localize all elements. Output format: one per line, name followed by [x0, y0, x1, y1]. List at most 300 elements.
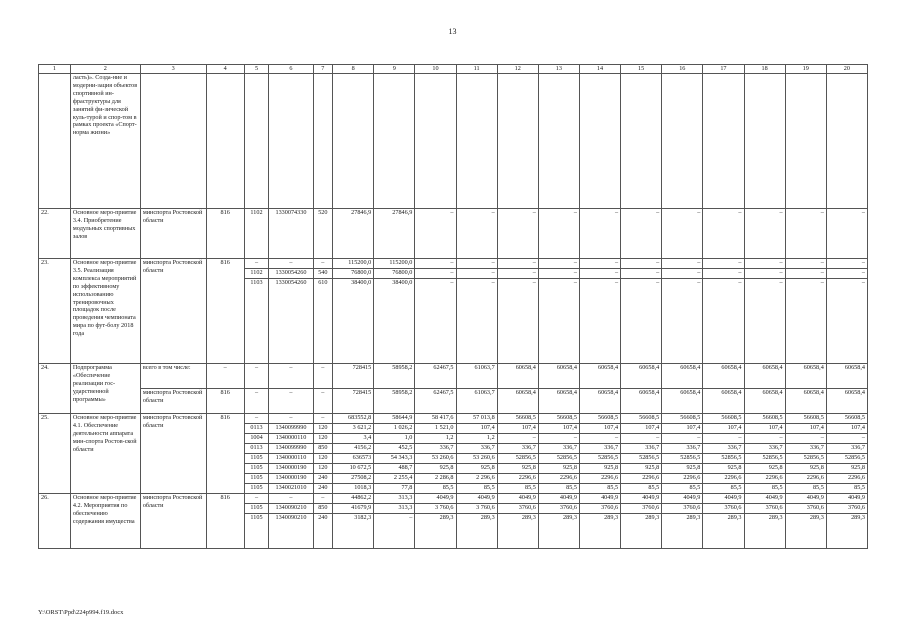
year-amount-cell: – — [744, 434, 785, 444]
year-amount-cell: – — [538, 259, 579, 269]
year-amount-cell: – — [621, 259, 662, 269]
year-amount-cell: – — [621, 209, 662, 259]
year-amount-cell: – — [703, 259, 744, 269]
year-amount-cell: – — [744, 259, 785, 269]
year-amount-cell: 60658,4 — [621, 389, 662, 414]
year-amount-cell: – — [415, 259, 456, 269]
year-amount-cell: 60658,4 — [662, 364, 703, 389]
executor-cell: минспорта Ростовской области — [140, 494, 206, 549]
csr-cell: 1340000110 — [269, 434, 313, 444]
year-amount-cell: – — [415, 279, 456, 364]
year-amount-cell: 4049,9 — [662, 494, 703, 504]
year-amount-cell: 107,4 — [703, 424, 744, 434]
year-amount-cell: 85,5 — [703, 484, 744, 494]
year-amount-cell: – — [703, 209, 744, 259]
measure-name-cell: Основное меро-приятие 3.5. Реализация комплекса мероприятий по эффективному использованию тренировочных площадок после проведения чемпионата мира по фут-болу 2018 года — [70, 259, 140, 364]
year-amount-cell: 85,5 — [538, 484, 579, 494]
year-amount-cell: 85,5 — [785, 484, 826, 494]
year-amount-cell: 107,4 — [785, 424, 826, 434]
year-amount-cell: – — [579, 434, 620, 444]
year-amount-cell: 4049,9 — [785, 494, 826, 504]
total-amount-cell: 27508,2 — [333, 474, 374, 484]
year-amount-cell: 107,4 — [826, 424, 867, 434]
rz-cell: 1105 — [244, 474, 269, 484]
year-amount-cell: 60658,4 — [497, 389, 538, 414]
year-amount-cell: 925,8 — [621, 464, 662, 474]
year-amount-cell: 56608,5 — [826, 414, 867, 424]
csr-cell: 1340021010 — [269, 484, 313, 494]
year-amount-cell: 2296,6 — [662, 474, 703, 484]
grbs-cell: 816 — [206, 259, 244, 364]
year-amount-cell: 3760,6 — [497, 504, 538, 514]
year-amount-cell: – — [662, 209, 703, 259]
year-amount-cell: 60658,4 — [744, 364, 785, 389]
year-amount-cell: 52856,5 — [744, 454, 785, 464]
year-amount-cell: – — [826, 434, 867, 444]
grbs-cell: 816 — [206, 389, 244, 414]
year-amount-cell: 289,3 — [579, 514, 620, 549]
year-amount-cell: 925,8 — [744, 464, 785, 474]
year-amount-cell: 60658,4 — [497, 364, 538, 389]
year-amount-cell: 60658,4 — [826, 389, 867, 414]
year-amount-cell: 56608,5 — [744, 414, 785, 424]
year-amount-cell: 107,4 — [579, 424, 620, 434]
csr-cell: 1340090210 — [269, 504, 313, 514]
year-amount-cell: – — [826, 269, 867, 279]
vr-cell: 540 — [313, 269, 333, 279]
year-amount-cell: 61063,7 — [456, 389, 497, 414]
year-amount-cell: 4049,9 — [579, 494, 620, 504]
table-row — [39, 414, 868, 424]
year-amount-cell: 4049,9 — [497, 494, 538, 504]
year-amount-cell: 60658,4 — [662, 389, 703, 414]
year-amount-cell: 56608,5 — [662, 414, 703, 424]
column-number: 1 — [39, 65, 71, 74]
row-number: 24. — [39, 364, 71, 414]
csr-cell: 1330074330 — [269, 209, 313, 259]
year-amount-cell: 57 013,8 — [456, 414, 497, 424]
rz-cell: 1105 — [244, 464, 269, 474]
year-amount-cell: – — [415, 269, 456, 279]
year-amount-cell: 85,5 — [621, 484, 662, 494]
year-amount-cell: – — [538, 209, 579, 259]
year-amount-cell: 56608,5 — [785, 414, 826, 424]
year-amount-cell: 85,5 — [826, 484, 867, 494]
year-amount-cell: 4049,9 — [538, 494, 579, 504]
year-amount-cell: 1,0 — [374, 434, 415, 444]
vr-cell: – — [313, 494, 333, 504]
year-amount-cell: – — [621, 434, 662, 444]
year-amount-cell: 53 260,6 — [456, 454, 497, 464]
year-amount-cell: 1,2 — [456, 434, 497, 444]
year-amount-cell: – — [497, 269, 538, 279]
year-amount-cell: 52856,5 — [497, 454, 538, 464]
vr-cell: – — [313, 414, 333, 424]
vr-cell: 240 — [313, 474, 333, 484]
year-amount-cell: – — [538, 279, 579, 364]
year-amount-cell: 38400,0 — [374, 279, 415, 364]
rz-cell: 1004 — [244, 434, 269, 444]
total-amount-cell: 10 672,5 — [333, 464, 374, 474]
csr-cell: 1330054260 — [269, 269, 313, 279]
csr-cell: 1340099990 — [269, 424, 313, 434]
measure-name-cell: ласть)». Созда-ние и модерни-зация объектов спортивной ин-фраструктуры для занятий фи-зической куль-турой и спор-том в рамках проекта «Спорт-норма жизни» — [70, 74, 140, 209]
year-amount-cell: – — [785, 259, 826, 269]
year-amount-cell: 313,3 — [374, 494, 415, 504]
table-row — [39, 209, 868, 259]
year-amount-cell: 85,5 — [662, 484, 703, 494]
csr-cell: – — [269, 414, 313, 424]
column-number: 9 — [374, 65, 415, 74]
year-amount-cell: 3 760,6 — [456, 504, 497, 514]
csr-cell: 1340000190 — [269, 464, 313, 474]
vr-cell: – — [313, 389, 333, 414]
column-number: 11 — [456, 65, 497, 74]
row-number: 22. — [39, 209, 71, 259]
year-amount-cell: 2296,6 — [703, 474, 744, 484]
vr-cell: 240 — [313, 484, 333, 494]
csr-cell: 1340000190 — [269, 474, 313, 484]
table-row — [39, 389, 868, 414]
budget-table — [38, 64, 868, 549]
year-amount-cell: 488,7 — [374, 464, 415, 474]
year-amount-cell: – — [703, 279, 744, 364]
year-amount-cell: 1 026,2 — [374, 424, 415, 434]
year-amount-cell: – — [456, 259, 497, 269]
column-number: 7 — [313, 65, 333, 74]
year-amount-cell: – — [579, 259, 620, 269]
csr-cell: – — [269, 364, 313, 389]
year-amount-cell: 1 521,0 — [415, 424, 456, 434]
year-amount-cell: – — [744, 269, 785, 279]
year-amount-cell: 336,7 — [826, 444, 867, 454]
column-number: 15 — [621, 65, 662, 74]
year-amount-cell: 60658,4 — [785, 364, 826, 389]
year-amount-cell: 925,8 — [579, 464, 620, 474]
footer-file-path: Y:\ORST\Ppd\224p994.f19.docx — [38, 609, 124, 616]
year-amount-cell: 3760,6 — [744, 504, 785, 514]
year-amount-cell: 289,3 — [662, 514, 703, 549]
total-amount-cell: 3 621,2 — [333, 424, 374, 434]
total-amount-cell: 1018,3 — [333, 484, 374, 494]
year-amount-cell: 85,5 — [579, 484, 620, 494]
year-amount-cell: 336,7 — [703, 444, 744, 454]
year-amount-cell: 336,7 — [744, 444, 785, 454]
year-amount-cell: 289,3 — [744, 514, 785, 549]
year-amount-cell: – — [621, 279, 662, 364]
year-amount-cell: 107,4 — [456, 424, 497, 434]
year-amount-cell: 3760,6 — [579, 504, 620, 514]
total-amount-cell: 728415 — [333, 389, 374, 414]
year-amount-cell: 60658,4 — [785, 389, 826, 414]
year-amount-cell: 62467,5 — [415, 364, 456, 389]
column-number: 20 — [826, 65, 867, 74]
year-amount-cell: 289,3 — [703, 514, 744, 549]
table-row — [39, 364, 868, 389]
year-amount-cell: 58 417,6 — [415, 414, 456, 424]
year-amount-cell: 925,8 — [497, 464, 538, 474]
total-amount-cell: 38400,0 — [333, 279, 374, 364]
year-amount-cell: 289,3 — [538, 514, 579, 549]
year-amount-cell: 4049,9 — [621, 494, 662, 504]
year-amount-cell: 107,4 — [744, 424, 785, 434]
year-amount-cell: 56608,5 — [703, 414, 744, 424]
year-amount-cell: 56608,5 — [579, 414, 620, 424]
year-amount-cell: – — [785, 209, 826, 259]
year-amount-cell: – — [456, 269, 497, 279]
year-amount-cell: – — [785, 279, 826, 364]
vr-cell: 120 — [313, 434, 333, 444]
year-amount-cell: 4049,9 — [826, 494, 867, 504]
vr-cell: – — [313, 364, 333, 389]
column-number: 5 — [244, 65, 269, 74]
year-amount-cell: 76800,0 — [374, 269, 415, 279]
year-amount-cell: – — [415, 209, 456, 259]
year-amount-cell: 925,8 — [703, 464, 744, 474]
year-amount-cell: 27846,9 — [374, 209, 415, 259]
year-amount-cell: 115200,0 — [374, 259, 415, 269]
year-amount-cell: 60658,4 — [703, 364, 744, 389]
year-amount-cell: 925,8 — [415, 464, 456, 474]
year-amount-cell: 452,5 — [374, 444, 415, 454]
rz-cell: – — [244, 494, 269, 504]
year-amount-cell: – — [497, 209, 538, 259]
year-amount-cell: 56608,5 — [538, 414, 579, 424]
csr-cell: – — [269, 494, 313, 504]
grbs-cell: 816 — [206, 209, 244, 259]
year-amount-cell: 52856,5 — [826, 454, 867, 464]
year-amount-cell: 52856,5 — [579, 454, 620, 464]
year-amount-cell: 2 286,8 — [415, 474, 456, 484]
total-amount-cell: 115200,0 — [333, 259, 374, 269]
rz-cell: – — [244, 364, 269, 389]
total-amount-cell: 3182,3 — [333, 514, 374, 549]
year-amount-cell: 54 343,3 — [374, 454, 415, 464]
year-amount-cell: 60658,4 — [579, 389, 620, 414]
year-amount-cell: – — [785, 434, 826, 444]
row-number: 23. — [39, 259, 71, 364]
csr-cell: 1330054260 — [269, 279, 313, 364]
executor-cell: всего в том числе: — [140, 364, 206, 389]
vr-cell: – — [313, 259, 333, 269]
year-amount-cell: 289,3 — [497, 514, 538, 549]
year-amount-cell: 52856,5 — [621, 454, 662, 464]
executor-cell: минспорта Ростовской области — [140, 414, 206, 494]
year-amount-cell: 925,8 — [826, 464, 867, 474]
year-amount-cell: 60658,4 — [621, 364, 662, 389]
year-amount-cell: 2296,6 — [579, 474, 620, 484]
year-amount-cell: – — [662, 269, 703, 279]
column-number: 13 — [538, 65, 579, 74]
vr-cell: 120 — [313, 464, 333, 474]
row-number: 25. — [39, 414, 71, 494]
year-amount-cell: 2296,6 — [744, 474, 785, 484]
row-number: 26. — [39, 494, 71, 549]
year-amount-cell: 2296,6 — [538, 474, 579, 484]
year-amount-cell: 85,5 — [415, 484, 456, 494]
grbs-cell: – — [206, 364, 244, 389]
year-amount-cell: 4049,9 — [744, 494, 785, 504]
year-amount-cell: 61063,7 — [456, 364, 497, 389]
year-amount-cell: 336,7 — [456, 444, 497, 454]
year-amount-cell: 62467,5 — [415, 389, 456, 414]
year-amount-cell: – — [826, 259, 867, 269]
year-amount-cell: 60658,4 — [826, 364, 867, 389]
year-amount-cell: – — [456, 279, 497, 364]
page-number: 13 — [448, 27, 457, 36]
table-row — [39, 259, 868, 269]
year-amount-cell: 4049,9 — [415, 494, 456, 504]
year-amount-cell: – — [826, 279, 867, 364]
year-amount-cell: 925,8 — [785, 464, 826, 474]
csr-cell: 1340099990 — [269, 444, 313, 454]
column-number: 3 — [140, 65, 206, 74]
total-amount-cell: 44862,2 — [333, 494, 374, 504]
year-amount-cell: 58644,9 — [374, 414, 415, 424]
year-amount-cell: 4049,9 — [703, 494, 744, 504]
year-amount-cell: – — [579, 269, 620, 279]
year-amount-cell: 3760,6 — [621, 504, 662, 514]
total-amount-cell: 76800,0 — [333, 269, 374, 279]
total-amount-cell: 4156,2 — [333, 444, 374, 454]
year-amount-cell: 58958,2 — [374, 364, 415, 389]
year-amount-cell: – — [497, 279, 538, 364]
column-number: 2 — [70, 65, 140, 74]
total-amount-cell: 683552,8 — [333, 414, 374, 424]
measure-name-cell: Основное меро-приятие 3.4. Приобретение модульных спортивных залов — [70, 209, 140, 259]
total-amount-cell: 41679,9 — [333, 504, 374, 514]
vr-cell: 240 — [313, 514, 333, 549]
rz-cell: 1103 — [244, 279, 269, 364]
total-amount-cell: 636573 — [333, 454, 374, 464]
column-number: 18 — [744, 65, 785, 74]
rz-cell: 1105 — [244, 504, 269, 514]
year-amount-cell: 60658,4 — [538, 364, 579, 389]
year-amount-cell: 52856,5 — [785, 454, 826, 464]
year-amount-cell: – — [538, 434, 579, 444]
vr-cell: 610 — [313, 279, 333, 364]
year-amount-cell: 85,5 — [497, 484, 538, 494]
year-amount-cell: 85,5 — [456, 484, 497, 494]
rz-cell: 1102 — [244, 209, 269, 259]
executor-cell: минспорта Ростовской области — [140, 389, 206, 414]
total-amount-cell: 3,4 — [333, 434, 374, 444]
vr-cell: 120 — [313, 454, 333, 464]
measure-name-cell: Основное меро-приятие 4.2. Мероприятия по обеспечению содержания имущества — [70, 494, 140, 549]
year-amount-cell: 60658,4 — [703, 389, 744, 414]
year-amount-cell: 336,7 — [662, 444, 703, 454]
year-amount-cell: 3760,6 — [703, 504, 744, 514]
year-amount-cell: 56608,5 — [621, 414, 662, 424]
column-number: 19 — [785, 65, 826, 74]
year-amount-cell: 3 760,6 — [415, 504, 456, 514]
vr-cell: 120 — [313, 424, 333, 434]
year-amount-cell: 1,2 — [415, 434, 456, 444]
column-number: 14 — [579, 65, 620, 74]
year-amount-cell: 60658,4 — [579, 364, 620, 389]
year-amount-cell: 336,7 — [785, 444, 826, 454]
year-amount-cell: 52856,5 — [538, 454, 579, 464]
year-amount-cell: 289,3 — [415, 514, 456, 549]
year-amount-cell: 336,7 — [538, 444, 579, 454]
column-number: 12 — [497, 65, 538, 74]
rz-cell: – — [244, 389, 269, 414]
csr-cell: – — [269, 389, 313, 414]
year-amount-cell: 4049,9 — [456, 494, 497, 504]
column-number: 10 — [415, 65, 456, 74]
year-amount-cell: – — [497, 434, 538, 444]
year-amount-cell: 336,7 — [621, 444, 662, 454]
csr-cell: – — [269, 259, 313, 269]
year-amount-cell: 52856,5 — [703, 454, 744, 464]
year-amount-cell: – — [785, 269, 826, 279]
year-amount-cell: 58958,2 — [374, 389, 415, 414]
year-amount-cell: 925,8 — [456, 464, 497, 474]
year-amount-cell: – — [703, 434, 744, 444]
rz-cell: 0113 — [244, 424, 269, 434]
executor-cell: минспорта Ростовской области — [140, 259, 206, 364]
year-amount-cell: 336,7 — [579, 444, 620, 454]
rz-cell: 1102 — [244, 269, 269, 279]
year-amount-cell: 2296,6 — [497, 474, 538, 484]
year-amount-cell: – — [662, 434, 703, 444]
year-amount-cell: – — [579, 279, 620, 364]
year-amount-cell: 289,3 — [826, 514, 867, 549]
year-amount-cell: 313,3 — [374, 504, 415, 514]
year-amount-cell: – — [538, 269, 579, 279]
year-amount-cell: 3760,6 — [826, 504, 867, 514]
vr-cell: 850 — [313, 444, 333, 454]
csr-cell: 1340090210 — [269, 514, 313, 549]
rz-cell: – — [244, 414, 269, 424]
year-amount-cell: – — [497, 259, 538, 269]
year-amount-cell: 925,8 — [538, 464, 579, 474]
year-amount-cell: 2296,6 — [785, 474, 826, 484]
csr-cell: 1340000110 — [269, 454, 313, 464]
year-amount-cell: – — [826, 209, 867, 259]
year-amount-cell: – — [374, 514, 415, 549]
vr-cell: 850 — [313, 504, 333, 514]
rz-cell: – — [244, 259, 269, 269]
rz-cell: 0113 — [244, 444, 269, 454]
year-amount-cell: 107,4 — [662, 424, 703, 434]
year-amount-cell: – — [579, 209, 620, 259]
year-amount-cell: 2296,6 — [621, 474, 662, 484]
year-amount-cell: 289,3 — [456, 514, 497, 549]
year-amount-cell: 3760,6 — [785, 504, 826, 514]
year-amount-cell: 3760,6 — [538, 504, 579, 514]
year-amount-cell: 56608,5 — [497, 414, 538, 424]
year-amount-cell: 925,8 — [662, 464, 703, 474]
measure-name-cell: Основное меро-приятие 4.1. Обеспечение деятельности аппарата мин-спорта Ростов-ской области — [70, 414, 140, 494]
column-number: 4 — [206, 65, 244, 74]
year-amount-cell: – — [456, 209, 497, 259]
total-amount-cell: 27846,9 — [333, 209, 374, 259]
year-amount-cell: 107,4 — [621, 424, 662, 434]
year-amount-cell: 107,4 — [497, 424, 538, 434]
year-amount-cell: 52856,5 — [662, 454, 703, 464]
year-amount-cell: 336,7 — [415, 444, 456, 454]
column-number-row — [39, 65, 868, 74]
rz-cell: 1105 — [244, 514, 269, 549]
year-amount-cell: 107,4 — [538, 424, 579, 434]
vr-cell: 520 — [313, 209, 333, 259]
grbs-cell: 816 — [206, 494, 244, 549]
rz-cell: 1105 — [244, 454, 269, 464]
grbs-cell: 816 — [206, 414, 244, 494]
rz-cell: 1105 — [244, 484, 269, 494]
year-amount-cell: 289,3 — [785, 514, 826, 549]
